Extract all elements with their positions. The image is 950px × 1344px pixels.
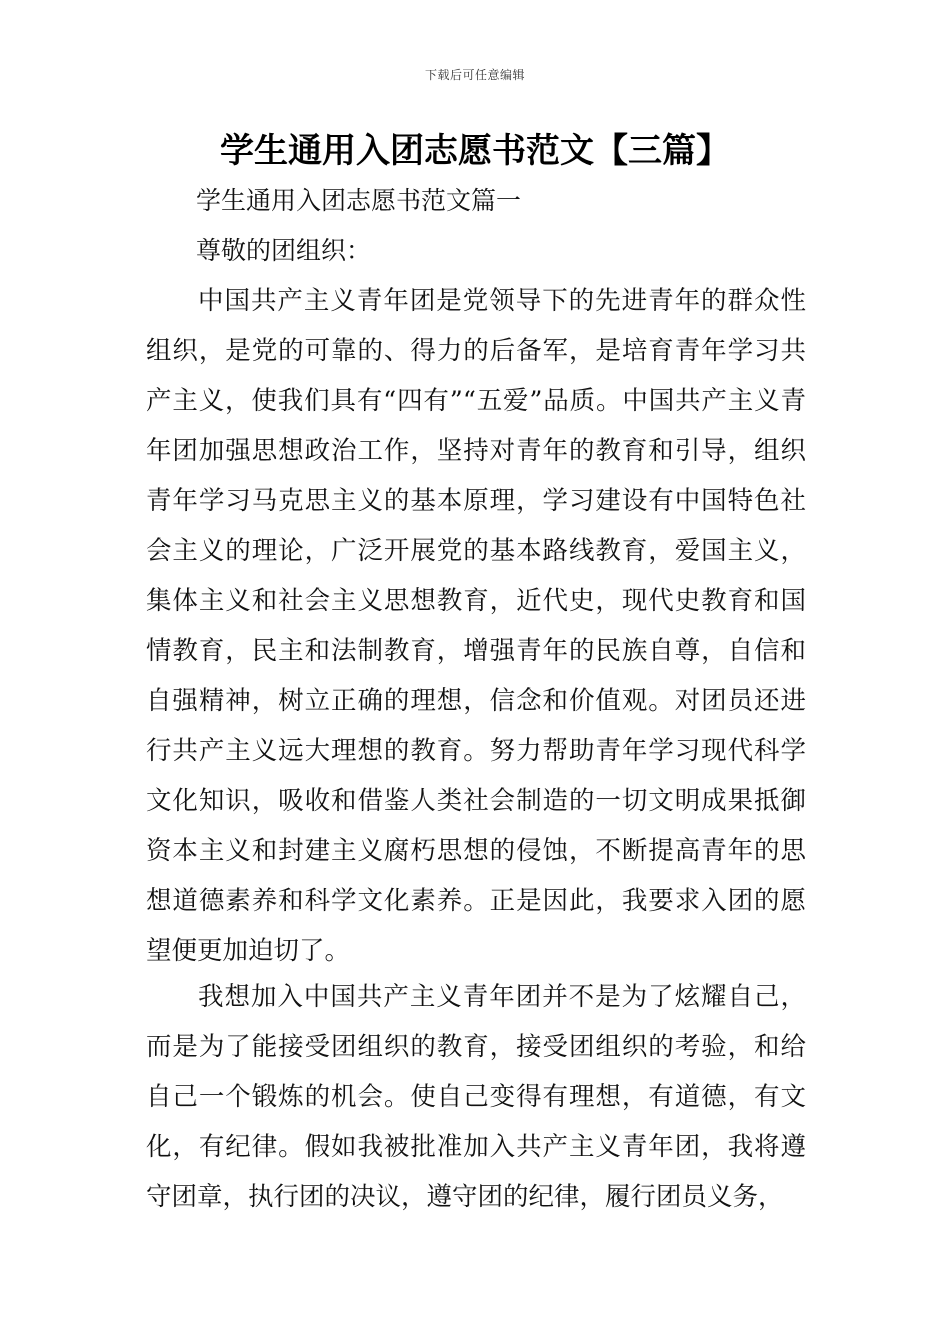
header-note: 下载后可任意编辑	[424, 68, 525, 82]
body-paragraph-1: 中国共产主义青年团是党领导下的先进青年的群众性组织，是党的可靠的、得力的后备军，是培育青年学习共产主义，使我们具有“四有”“五爱”品质。中国共产主义青年团加强思想政治工作，坚持对青年的教育和引导，组织青年学习马克思主义的基本原理，学习建设有中国特色社会主义的理论，广泛开展党的基本路线教育，爱国主义，集体主义和社会主义思想教育，近代史，现代史教育和国情教育，民主和法制教育，增强青年的民族自尊，自信和自强精神，树立正确的理想，信念和价值观。对团员还进行共产主义远大理想的教育。努力帮助青年学习现代科学文化知识，吸收和借鉴人类社会制造的一切文明成果抵御资本主义和封建主义腐朽思想的侵蚀，不断提高青年的思想道德素养和科学文化素养。正是因此，我要求入团的愿望便更加迫切了。	[146, 286, 806, 966]
document-title: 学生通用入团志愿书范文【三篇】	[220, 131, 730, 171]
section-subtitle: 学生通用入团志愿书范文篇一	[196, 186, 522, 215]
salutation: 尊敬的团组织：	[196, 236, 372, 265]
body-paragraph-2: 我想加入中国共产主义青年团并不是为了炫耀自己，而是为了能接受团组织的教育，接受团组织的考验，和给自己一个锻炼的机会。使自己变得有理想，有道德，有文化，有纪律。假如我被批准加入共产主义青年团，我将遵守团章，执行团的决议，遵守团的纪律，履行团员义务，	[146, 982, 806, 1212]
